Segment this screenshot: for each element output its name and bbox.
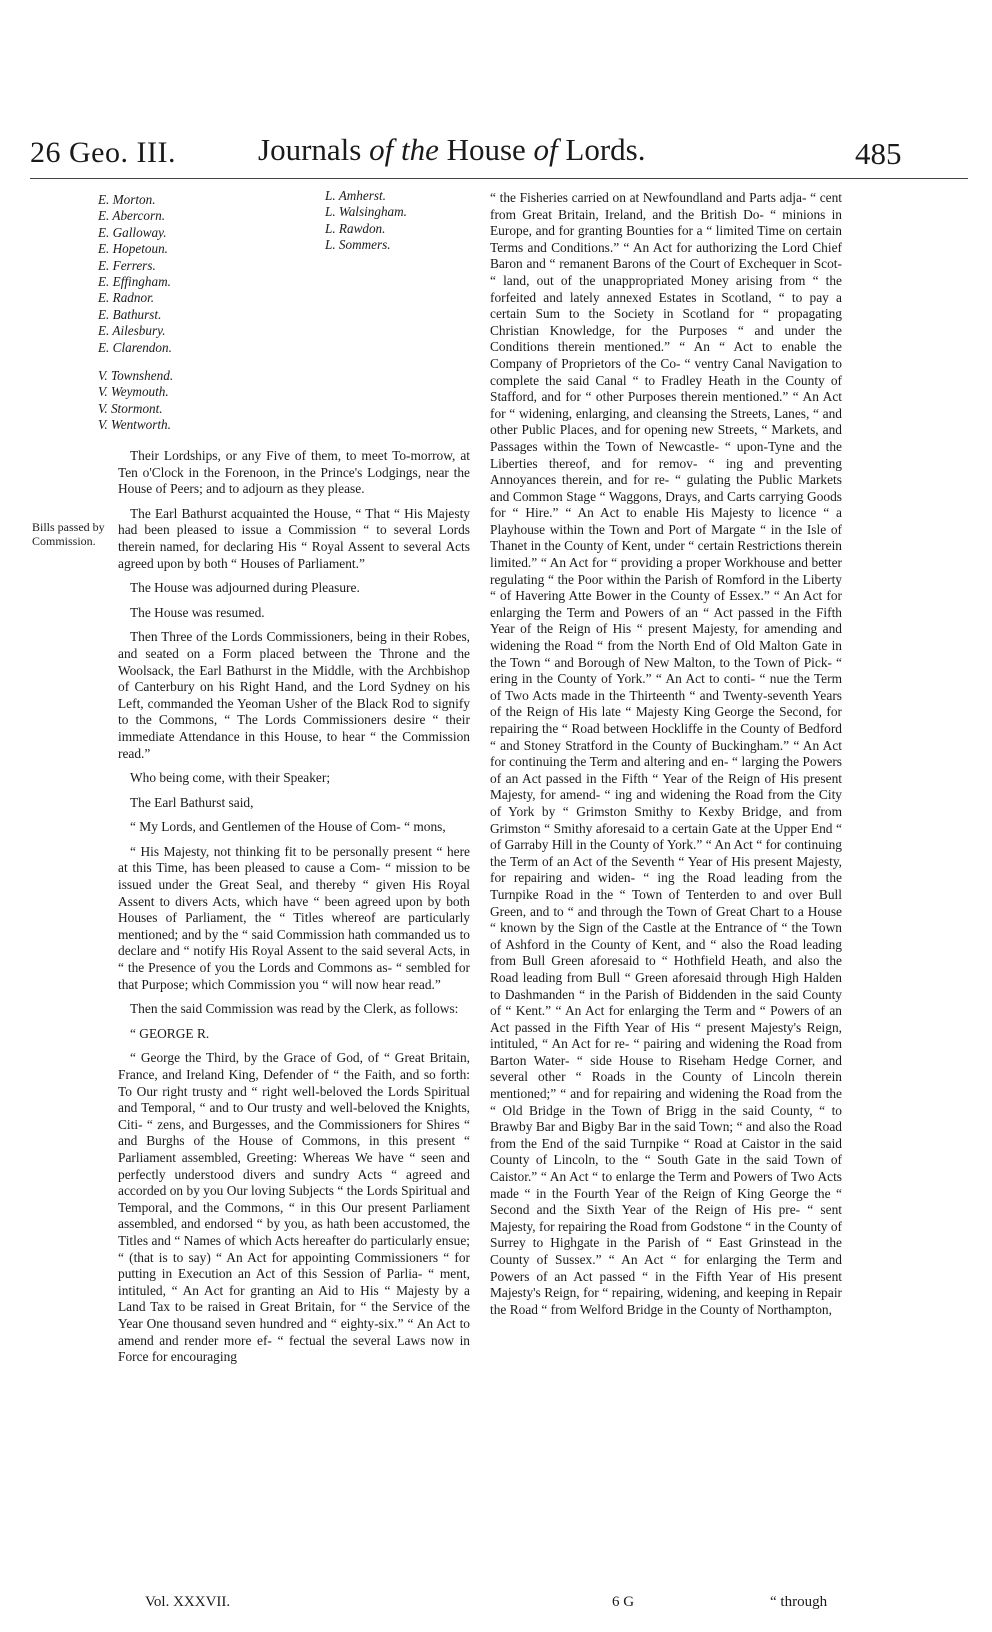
peer-name: V. Townshend. — [98, 368, 174, 384]
volume-mark: Vol. XXXVII. — [145, 1594, 231, 1610]
peer-name: E. Radnor. — [98, 290, 155, 306]
peer-list-lords — [325, 188, 407, 254]
peer-name: L. Walsingham. — [325, 204, 407, 220]
title-word: Lords. — [565, 132, 646, 167]
journal-title — [258, 132, 646, 168]
peer-name: E. Morton. — [98, 192, 156, 207]
peer-name: E. Clarendon. — [98, 339, 172, 355]
paragraph: The House was adjourned during Pleasure. — [130, 580, 360, 596]
list-gap — [98, 356, 173, 368]
page-number: 485 — [855, 136, 902, 171]
peer-name: V. Stormont. — [98, 400, 163, 416]
title-word: of — [369, 132, 394, 167]
peer-name: L. Sommers. — [325, 237, 391, 253]
paragraph: The Earl Bathurst acquainted the House, “ That “ His Majesty had been pleased to issue a Commission “ to several Lords therein named, for declaring His “ Royal Assent to several Acts agreed upon by both “ Houses of Parliament.” — [118, 505, 470, 571]
peer-name: E. Hopetoun. — [98, 241, 168, 257]
peer-name: E. Galloway. — [98, 224, 167, 240]
paragraph: Who being come, with their Speaker; — [130, 770, 331, 786]
peer-name: E. Ferrers. — [98, 257, 156, 273]
peer-name: L. Rawdon. — [325, 220, 386, 236]
peer-name: V. Weymouth. — [98, 384, 169, 400]
peer-name: L. Amherst. — [325, 188, 386, 203]
peer-name: V. Wentworth. — [98, 417, 171, 433]
title-word: House — [446, 132, 526, 167]
paragraph: “ GEORGE R. — [130, 1025, 210, 1041]
header-rule — [30, 178, 968, 179]
peer-name: E. Abercorn. — [98, 208, 166, 224]
peer-name: E. Bathurst. — [98, 306, 162, 322]
paragraph: “ the Fisheries carried on at Newfoundland and Parts adja- “ cent from Great Britain, Ireland, and the British Do- “ minions in Europe, and for granting Bounties for a “ limited Time on certain Terms and Conditions.” “ An Act for authorizing the Lord Chief Baron and “ remanent Barons of the Court of Exchequer in Scot- “ land, out of the unappropriated Money arising from “ the forfeited and lately annexed Estates in Scotland, “ to pay a certain Sum to the Society in Scotland for “ propagating Christian Knowledge, for the Purposes “ and under the Conditions therein mentioned.” “ An “ Act to enable the Company of Proprietors of the Co- “ ventry Canal Navigation to complete the said Canal “ to Fradley Heath in the County of Stafford, and for “ other Purposes therein mentioned.” “ An Act for “ widening, enlarging, and cleansing the Streets, Lanes, “ and other Public Places, and for opening new Streets, “ Markets, and Passages within the Town of Newcastle- “ upon-Tyne and the Liberties thereof, and for remov- “ ing and preventing Annoyances therein, and for re- “ gulating the Public Markets and Common Stage “ Waggons, Drays, and Carts carrying Goods for “ Hire.” “ An Act to enable His Majesty to licence “ a Playhouse within the Town and Port of Margate “ in the Isle of Thanet in the County of Kent, under “ certain Restrictions therein limited.” “ An Act for “ providing a proper Workhouse and better regulating “ the Poor within the Parish of Romford in the Liberty “ of Havering Atte Bower in the County of Essex.” “ An Act for enlarging the Term and Powers of an “ Act passed in the Fifth Year of the Reign of His “ present Majesty, for amending and widening the Road “ from the North End of Old Malton Gate in the Town “ and Borough of New Malton, to the Town of Pick- “ ering in the County of York.” “ An Act to conti- “ nue the Term of Two Acts made in the Thirteenth “ and Twenty-seventh Years of the Reign of His late “ Majesty King George the Second, for repairing the “ Road between Hockliffe in the County of Bedford “ and Stoney Stratford in the County of Buckingham.” “ An Act for continuing the Term and altering and en- “ larging the Powers of an Act passed in the Fifth “ Year of the Reign of His present Majesty, for amend- “ ing and widening the Road from the City of York by “ Grimston Smithy to Kexby Bridge, and from Grimston “ Smithy aforesaid to a certain Gate at the Upper End “ of Garraby Hill in the County of York.” “ An Act “ for continuing the Term of an Act of the Seventh “ Year of His present Majesty, for repairing and widen- “ ing the Road leading from the Turnpike Road in the “ Town of Tenterden to and over Bull Green, and to “ and through the Town of Great Chart to a House “ known by the Sign of the Castle at the Entrance of “ the Town of Ashford in the County of Kent, and “ also the Road leading from Bull Green aforesaid to “ Hothfield Heath, and also the Road leading from Bull “ Green aforesaid through High Halden to Dashmanden “ in the Parish of Biddenden in the said County of “ Kent.” “ An Act for enlarging the Term and “ Powers of an Act passed in the Fifth Year of His “ present Majesty's Reign, intituled, “ An Act for re- “ pairing and widening the Road from Barton Water- “ side House to Riseham Hedge Corner, and several other “ Roads in the County of Lincoln therein mentioned;” “ and for repairing and widening the Road from the “ Old Bridge in the Town of Brigg in the said County, “ to Brawby Bar and Bigby Bar in the said Town; “ and also the Road from the End of the said Turnpike “ Road at Caistor in the said County of Lincoln, to the “ South Gate in the said Town of Caistor.” “ An Act “ to enlarge the Term and Powers of Two Acts made “ in the Fourth Year of the Reign of King George the “ Second and the Sixth Year of the Reign of His pre- “ sent Majesty, for repairing the Road from Godstone “ in the County of Surrey to Highgate in the Parish of “ East Grinstead in the County of Sussex.” “ An Act “ for enlarging the Term and Powers of an Act passed “ in the Fifth Year of His present Majesty's Reign, for “ repairing, widening, and keeping in Repair the Road “ from Welford Bridge in the County of Northampton, — [490, 190, 842, 1317]
peer-list-earls-viscounts — [98, 192, 173, 434]
title-word: Journals — [258, 132, 362, 167]
left-column — [118, 448, 470, 1374]
paragraph: Their Lordships, or any Five of them, to meet To-morrow, at Ten o'Clock in the Forenoon, in the Prince's Lodgings, near the House of Peers; and to adjourn as they please. — [118, 448, 470, 497]
signature-mark: 6 G — [612, 1594, 635, 1610]
paragraph: “ George the Third, by the Grace of God, of “ Great Britain, France, and Ireland King, Defender of “ the Faith, and so forth: To Our right trusty and “ right well-beloved the Lords Spiritual and Temporal, “ and to Our trusty and well-beloved the Knights, Citi- “ zens, and Burgesses, and the Commissioners for Shires “ and Burghs of the House of Commons, in this present “ Parliament assembled, Greeting: Whereas We have “ seen and perfectly understood divers and sundry Acts “ agreed and accorded on by you Our loving Subjects “ the Lords Spiritual and Temporal, and the Commons, “ in this Our present Parliament assembled, and endorsed “ by you, as hath been accustomed, the Titles and “ Names of which Acts hereafter do particularly ensue; “ (that is to say) “ An Act for appointing Commissioners “ for putting in Execution an Act of this Session of Parlia- “ ment, intituled, “ An Act for granting an Aid to His “ Majesty by a Land Tax to be raised in Great Britain, for “ the Service of the Year One thousand seven hundred and “ eighty-six.” “ An Act to amend and render more ef- “ fectual the several Laws now in Force for encouraging — [118, 1050, 470, 1365]
peer-name: E. Effingham. — [98, 274, 171, 290]
catchword: “ through — [770, 1594, 828, 1610]
title-word: the — [400, 132, 439, 167]
paragraph: Then Three of the Lords Commissioners, being in their Robes, and seated on a Form placed between the Throne and the Woolsack, the Earl Bathurst in the Middle, with the Archbishop of Canterbury on his Right Hand, and the Lord Sydney on his Left, commanded the Yeoman Usher of the Black Rod to signify to the Commons, “ The Lords Commissioners desire “ their immediate Attendance in this House, to hear “ the Commission read.” — [118, 629, 470, 761]
margin-note: Bills passed by Commission. — [32, 520, 105, 548]
running-head-left: 26 Geo. III. — [30, 136, 176, 169]
right-column — [490, 190, 842, 1326]
peer-name: E. Ailesbury. — [98, 323, 166, 339]
paragraph: “ His Majesty, not thinking fit to be personally present “ here at this Time, has been pleased to cause a Com- “ mission to be issued under the Great Seal, and thereby “ given His Royal Assent to divers Acts, which have “ been agreed upon by both Houses of Parliament, the “ Titles whereof are particularly mentioned; and by the “ said Commission hath commanded us to declare and “ notify His Royal Assent to the said several Acts, in “ the Presence of you the Lords and Commons as- “ sembled for that Purpose; which Commission you “ will now hear read.” — [118, 843, 470, 992]
paragraph: The Earl Bathurst said, — [130, 794, 254, 810]
title-word: of — [533, 132, 558, 167]
paragraph: “ My Lords, and Gentlemen of the House of Com- “ mons, — [130, 819, 446, 835]
paragraph: The House was resumed. — [130, 604, 265, 620]
paragraph: Then the said Commission was read by the Clerk, as follows: — [130, 1001, 459, 1017]
